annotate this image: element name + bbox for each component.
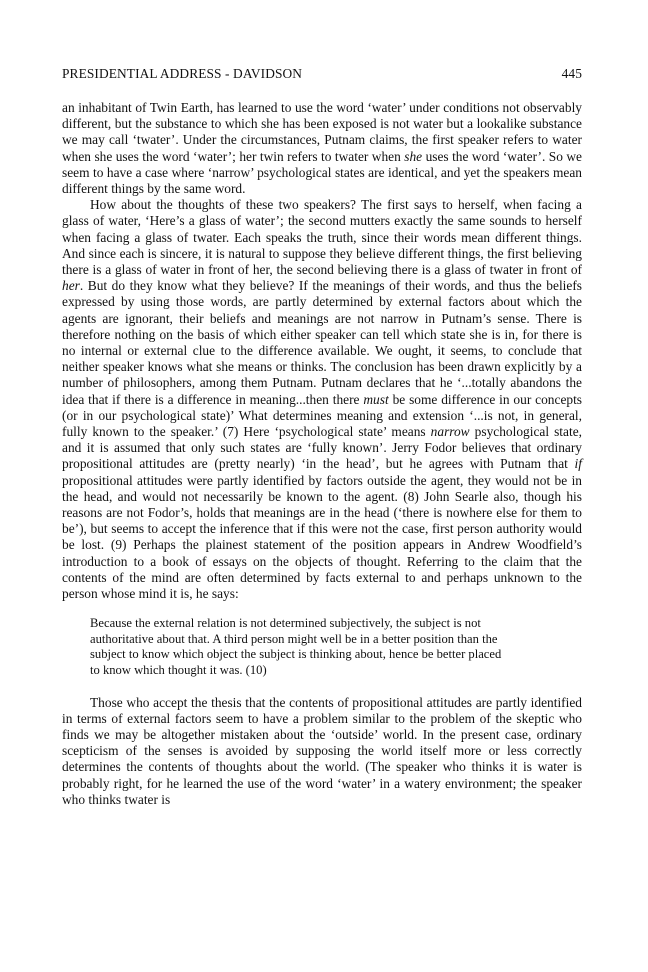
page-number: 445 xyxy=(561,66,582,81)
paragraph-1: an inhabitant of Twin Earth, has learned to use the word ‘water’ under conditions not observably different, but the substance to which she has been exposed is not water but a lookalike substance we may call ‘twater’. Under the circumstances, Putnam claims, the first speaker refers to water when she uses the word ‘water’; her twin refers to twater when she uses the word ‘water’. So we seem to have a case where ‘narrow’ psychological states are identical, and yet the speakers mean different things by the same word. xyxy=(62,100,582,197)
running-title: PRESIDENTIAL ADDRESS - DAVIDSON xyxy=(62,66,303,81)
block-quote: Because the external relation is not determined subjectively, the subject is not authoritative about that. A third person might well be in a better position than the subject to know which object the subject is thinking about, hence be better placed to know which thought it was. (10) xyxy=(90,616,502,678)
paragraph-3: Those who accept the thesis that the contents of propositional attitudes are partly identified in terms of external factors seem to have a problem similar to the problem of the skeptic who finds we may be altogether mistaken about the ‘outside’ world. In the present case, ordinary scepticism of the senses is avoided by supposing the world itself more or less correctly determines the contents of thoughts about the world. (The speaker who thinks it is water is probably right, for he learned the use of the word ‘water’ in a watery environment; the speaker who thinks twater is xyxy=(62,694,582,807)
running-header xyxy=(62,66,582,82)
paragraph-2: How about the thoughts of these two speakers? The first says to herself, when facing a glass of water, ‘Here’s a glass of water’; the second mutters exactly the same sounds to herself when facing a glass of twater. Each speaks the truth, since their words mean different things. And since each is sincere, it is natural to suppose they believe different things, the first believing there is a glass of water in front of her, the second believing there is a glass of twater in front of her. But do they know what they believe? If the meanings of their words, and thus the beliefs expressed by using those words, are partly determined by external factors about which the agents are ignorant, their beliefs and meanings are not narrow in Putnam’s sense. There is therefore nothing on the basis of which either speaker can tell which state she is in, for there is no internal or external clue to the difference available. We ought, it seems, to conclude that neither speaker knows what she means or thinks. The conclusion has been drawn explicitly by a number of philosophers, among them Putnam. Putnam declares that he ‘...totally abandons the idea that if there is a difference in meaning...then there must be some difference in our concepts (or in our psychological state)’ What determines meaning and extension ‘...is not, in general, fully known to the speaker.’ (7) Here ‘psychological state’ means narrow psychological state, and it is assumed that only such states are ‘fully known’. Jerry Fodor believes that ordinary propositional attitudes are (pretty nearly) ‘in the head’, but he agrees with Putnam that if propositional attitudes were partly identified by factors outside the agent, they would not be in the head, and would not necessarily be known to the agent. (8) John Searle also, though his reasons are not Fodor’s, holds that meanings are in the head (‘there is nowhere else for them to be’), but seems to accept the inference that if this were not the case, first person authority would be lost. (9) Perhaps the plainest statement of the position appears in Andrew Woodfield’s introduction to a book of essays on the objects of thought. Referring to the claim that the contents of the mind are often determined by facts external to and perhaps unknown to the person whose mind it is, he says: xyxy=(62,197,583,602)
body-text xyxy=(62,100,582,808)
